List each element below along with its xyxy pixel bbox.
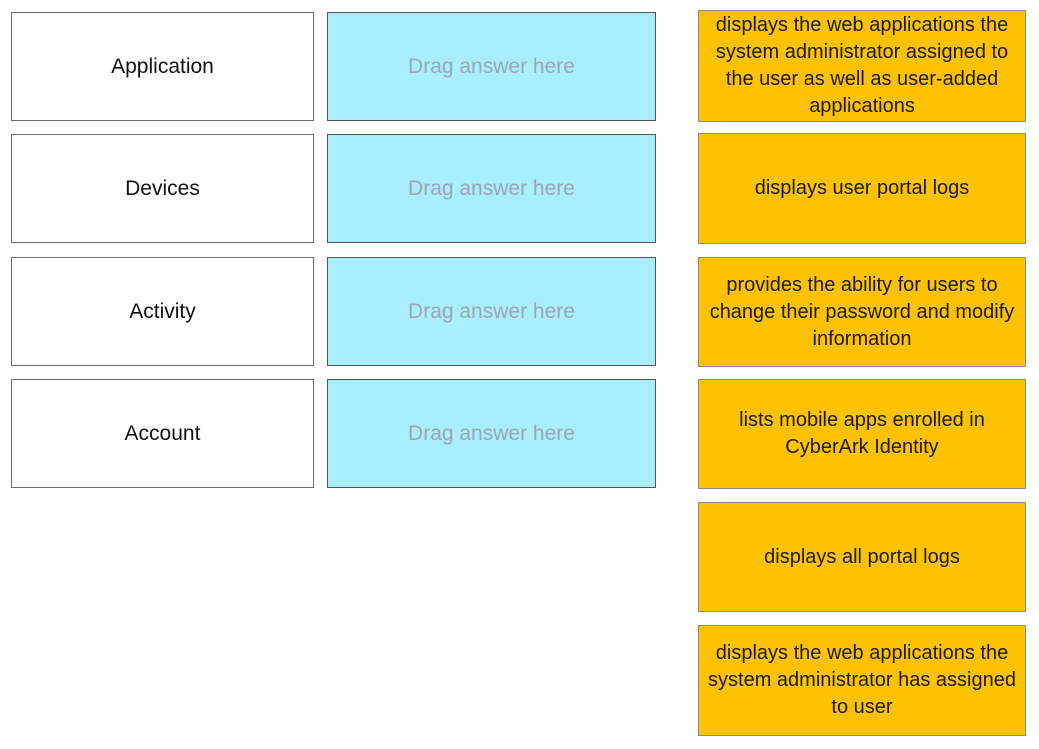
term-label: Devices bbox=[125, 176, 200, 200]
term-label: Account bbox=[124, 421, 201, 445]
drop-zone-placeholder: Drag answer here bbox=[408, 299, 575, 323]
term-activity bbox=[11, 257, 314, 366]
answer-option[interactable] bbox=[698, 502, 1026, 612]
answer-text: displays the web applications the system administrator has assigned to user bbox=[708, 642, 1016, 718]
term-account bbox=[11, 379, 314, 488]
answer-option[interactable] bbox=[698, 379, 1026, 489]
answer-option[interactable] bbox=[698, 133, 1026, 244]
answer-text: displays user portal logs bbox=[754, 177, 970, 199]
answer-text: displays all portal logs bbox=[764, 545, 960, 568]
answer-text: provides the ability for users to change their password and modify information bbox=[709, 273, 1015, 350]
term-label: Application bbox=[111, 54, 214, 78]
drop-zone-activity[interactable] bbox=[327, 257, 656, 366]
answer-option[interactable] bbox=[698, 625, 1026, 736]
drop-zone-devices[interactable] bbox=[327, 134, 656, 243]
drop-zone-placeholder: Drag answer here bbox=[408, 176, 575, 200]
drop-zone-account[interactable] bbox=[327, 379, 656, 488]
drop-zone-placeholder: Drag answer here bbox=[408, 54, 575, 78]
answer-option[interactable] bbox=[698, 257, 1026, 367]
drop-zone-application[interactable] bbox=[327, 12, 656, 121]
answer-option[interactable] bbox=[698, 10, 1026, 122]
term-application bbox=[11, 12, 314, 121]
term-devices bbox=[11, 134, 314, 243]
answer-text: lists mobile apps enrolled in CyberArk Identity bbox=[739, 409, 985, 458]
answer-text: displays the web applications the system administrator assigned to the user as well as user-added applications bbox=[715, 14, 1009, 117]
term-label: Activity bbox=[129, 299, 196, 323]
drop-zone-placeholder: Drag answer here bbox=[408, 421, 575, 445]
